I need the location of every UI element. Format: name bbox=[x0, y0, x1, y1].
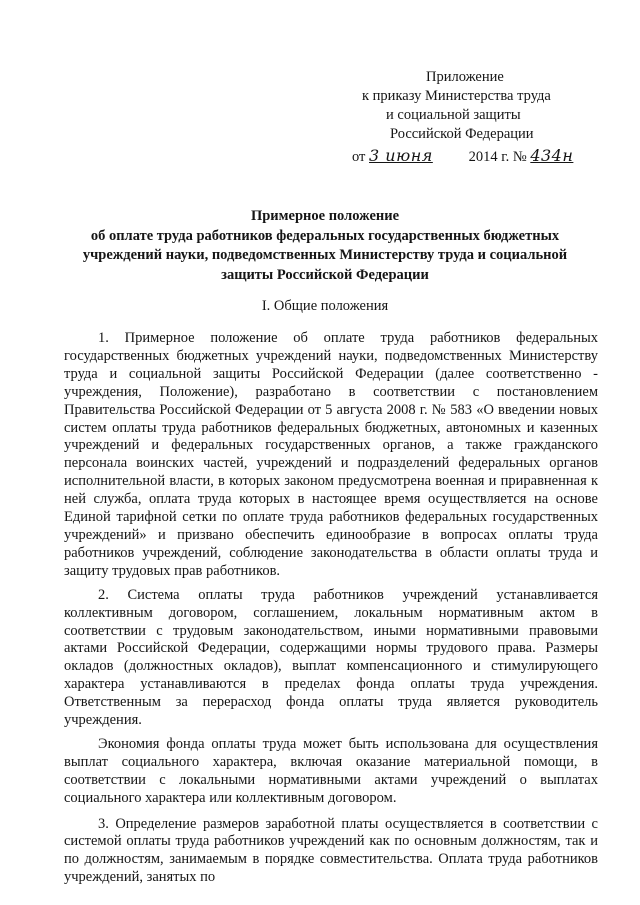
title-line: защиты Российской Федерации bbox=[221, 266, 429, 283]
title-line: об оплате труда работников федеральных государственных бюджетных bbox=[90, 227, 560, 244]
date-prefix: от bbox=[352, 149, 366, 165]
paragraph-3: Экономия фонда оплаты труда может быть использована для осуществления выплат социального характера, включая оказание материальной помощи, в соответствии с локальными нормативными актами учреждений о выплатах социального характера или коллективным договором. bbox=[64, 735, 598, 806]
appendix-order-line: к приказу Министерства труда bbox=[362, 88, 551, 104]
section-heading: I. Общие положения bbox=[261, 298, 389, 314]
appendix-date-line bbox=[340, 146, 600, 167]
handwritten-order-number: 434н bbox=[530, 146, 574, 165]
title-line: Примерное положение bbox=[250, 208, 400, 224]
number-prefix: № bbox=[512, 149, 527, 165]
title-line: учреждений науки, подведомственных Министерству труда и социальной bbox=[82, 247, 568, 263]
paragraph-2: 2. Система оплаты труда работников учреждений устанавливается коллективным договором, соглашением, локальным нормативным актом в соответствии с трудовым законодательством, иными нормативными правовыми актами Российской Федерации, содержащими нормы трудового права. Размеры окладов (должностных окладов), выплат компенсационного и стимулирующего характера устанавливаются в пределах фонда оплаты труда учреждения. Ответственным за перерасход фонда оплаты труда является руководитель учреждения. bbox=[64, 586, 598, 729]
appendix-block bbox=[340, 68, 600, 167]
paragraph-4: 3. Определение размеров заработной платы осуществляется в соответствии с системой оплаты труда работников учреждений как по основным должностям, так и по должностям, занимаемым в порядке совместительства. Оплата труда работников учреждений, занятых по bbox=[64, 815, 598, 886]
paragraph-1: 1. Примерное положение об оплате труда работников федеральных государственных бюджетных учреждений науки, подведомственных Министерству труда и социальной защиты Российской Федерации (далее соответственно - учреждения, Положение), разработано в соответствии с постановлением Правительства Российской Федерации от 5 августа 2008 г. № 583 «О введении новых систем оплаты труда работников федеральных бюджетных, автономных и казенных учреждений и федеральных государственных органов, а также гражданского персонала воинских частей, учреждений и подразделений федеральных органов исполнительной власти, в которых законом предусмотрена военная и приравненная к ней служба, оплата труда которых в настоящее время осуществляется на основе Единой тарифной сетки по оплате труда работников федеральных государственных учреждений» и призвано обеспечить единообразие в вопросах оплаты труда работников учреждений, соблюдение законодательства в области оплаты труда и защиту трудовых прав работников. bbox=[64, 330, 598, 579]
document-body bbox=[64, 330, 598, 893]
appendix-ministry-line: и социальной защиты bbox=[386, 107, 521, 123]
appendix-country-line: Российской Федерации bbox=[390, 126, 534, 142]
appendix-label: Приложение bbox=[426, 69, 504, 85]
order-year: 2014 г. bbox=[468, 149, 510, 165]
document-title bbox=[62, 207, 588, 285]
handwritten-date: 3 июня bbox=[369, 146, 433, 165]
